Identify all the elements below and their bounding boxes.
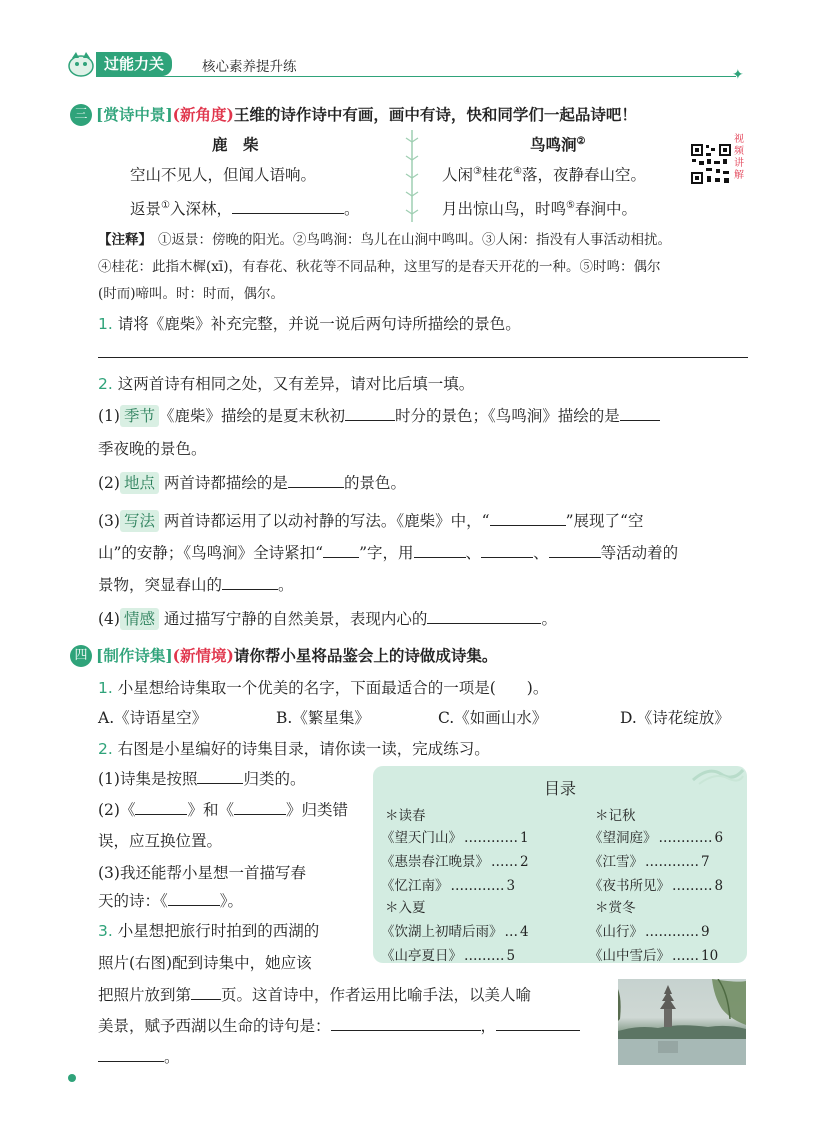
toc-title: 目录 — [543, 779, 576, 798]
s4-q2-num: 2. — [98, 740, 113, 758]
s4-s3: (3)我还能帮小星想一首描写春 — [98, 864, 306, 882]
note-marker-2: ② — [576, 135, 586, 147]
s4-q3-c: 把照片放到第 — [98, 986, 192, 1004]
s4-q1-text: 小星想给诗集取一个优美的名字，下面最适合的一项是( )。 — [117, 679, 549, 697]
toc-entry[interactable] — [589, 920, 710, 940]
toc-autumn: ＊记秋 — [595, 808, 636, 824]
toc-entry-name: 《江雪》 — [589, 854, 643, 870]
poem2-l2b: 春涧中。 — [574, 200, 637, 218]
s4-s2-blank2[interactable] — [234, 799, 286, 815]
poem2-l1a: 人闲 — [442, 166, 474, 184]
poem1-line2 — [130, 197, 360, 219]
s3-p3-blank5[interactable] — [549, 542, 601, 558]
footer-dot — [68, 1074, 76, 1082]
section4-number: 四 — [70, 645, 92, 667]
s3-p4-blank[interactable] — [427, 608, 541, 624]
poem2-l2a: 月出惊山鸟，时鸣 — [442, 200, 567, 218]
star-icon: ✦ — [732, 67, 744, 83]
west-lake-photo — [618, 979, 746, 1065]
s3-p4-b: 。 — [541, 610, 557, 628]
section3-number: 三 — [70, 104, 92, 126]
toc-entry-dots: …… — [672, 948, 699, 964]
s3-p2-b: 的景色。 — [343, 474, 406, 492]
divider-plant-icon — [404, 130, 420, 222]
s3-p3-d: ”字，用 — [359, 544, 414, 562]
s4-s1-a: (1)诗集是按照 — [98, 770, 198, 788]
s3-q1-num: 1. — [98, 315, 113, 333]
header-badge: 过能力关 — [96, 52, 172, 76]
s3-q2 — [98, 372, 474, 394]
poem1-line2-a: 返景 — [130, 200, 162, 218]
toc-entry-name: 《山中雪后》 — [589, 948, 670, 964]
s3-p4 — [98, 607, 557, 630]
s4-s2-blank1[interactable] — [135, 799, 187, 815]
section3-intro: 王维的诗作诗中有画，画中有诗，快和同学们一起品诗吧！ — [233, 105, 637, 124]
notes-line3: (时而)啼叫。时：时而，偶尔。 — [98, 286, 285, 302]
toc-entry-name: 《夜书所见》 — [589, 878, 670, 894]
toc-entry[interactable] — [589, 944, 718, 964]
option-a[interactable]: A.《诗语星空》 — [98, 709, 208, 727]
poem2-line1 — [442, 163, 646, 185]
s3-p1-num: (1) — [98, 407, 120, 425]
toc-decoration-icon — [691, 762, 745, 786]
s3-p1-a: 《鹿柴》描绘的是夏末秋初 — [158, 407, 345, 425]
s4-s1 — [98, 767, 305, 789]
s3-p1 — [98, 404, 660, 427]
toc-panel — [373, 766, 747, 963]
toc-entry[interactable] — [589, 850, 710, 870]
toc-entry-page: 8 — [714, 878, 724, 894]
s4-s2 — [98, 798, 348, 820]
place-tag: 地点 — [120, 472, 159, 494]
toc-entry-page: 7 — [701, 854, 710, 870]
s4-s3-c: 》。 — [219, 892, 244, 910]
s3-q2-num: 2. — [98, 375, 113, 393]
toc-entry-name: 《惠崇春江晚景》 — [381, 854, 489, 870]
qr-label: 视频讲解 — [734, 134, 744, 181]
toc-entry[interactable] — [381, 850, 529, 870]
s3-q2-text: 这两首诗有相同之处，又有差异，请对比后填一填。 — [117, 375, 475, 393]
s4-s2-cont: 误，应互换位置。 — [98, 832, 223, 850]
toc-summer: ＊入夏 — [385, 900, 426, 916]
mascot-icon — [66, 50, 96, 78]
s3-p3-blank6[interactable] — [222, 574, 278, 590]
s4-q3-line4 — [98, 1014, 580, 1036]
s4-q3-e: 美景，赋予西湖以生命的诗句是： — [98, 1017, 331, 1035]
note-marker-4: ④ — [513, 165, 522, 177]
toc-entry-dots: ………… — [645, 854, 699, 870]
poem1-title: 鹿 柴 — [212, 135, 259, 154]
s3-p2-blank[interactable] — [288, 472, 344, 488]
s4-q1-num: 1. — [98, 679, 113, 697]
s3-p3-g: 。 — [278, 576, 294, 594]
toc-entry-name: 《望天门山》 — [381, 830, 462, 846]
note-marker-5: ⑤ — [566, 199, 575, 211]
s4-q3-blank3[interactable] — [496, 1015, 580, 1031]
s3-p2-num: (2) — [98, 474, 120, 492]
header-rule — [96, 76, 736, 77]
toc-spring: ＊读春 — [385, 808, 426, 824]
poem2-line2 — [442, 197, 637, 219]
toc-entry-name: 《饮湖上初晴后雨》 — [381, 924, 503, 940]
s3-p3-f: 景物，突显春山的 — [98, 576, 223, 594]
poem1-line1: 空山不见人，但闻人语响。 — [130, 166, 317, 184]
toc-entry-name: 《山亭夏日》 — [381, 948, 462, 964]
s3-p3-cont2 — [98, 573, 294, 595]
s3-p4-a: 通过描写宁静的自然美景，表现内心的 — [163, 610, 428, 628]
s3-q1-answer-line[interactable] — [98, 357, 748, 358]
toc-entry[interactable] — [381, 826, 529, 846]
toc-entry-name: 《望洞庭》 — [589, 830, 657, 846]
toc-entry[interactable] — [589, 874, 723, 894]
s3-p1-cont: 季夜晚的景色。 — [98, 440, 207, 458]
toc-entry-page: 4 — [520, 924, 529, 940]
s3-p3-blank1[interactable] — [490, 510, 566, 526]
s4-q3-blank4[interactable] — [98, 1046, 164, 1062]
s3-p3-num: (3) — [98, 512, 120, 530]
notes-label: 【注释】 — [98, 232, 152, 248]
s3-p3-blank2[interactable] — [323, 542, 359, 558]
s4-q2 — [98, 737, 490, 759]
s4-s2-a: (2)《 — [98, 801, 136, 819]
section3-angle: (新角度) — [172, 105, 234, 124]
toc-entry-page: 9 — [701, 924, 710, 940]
s4-q3-line5 — [98, 1045, 180, 1067]
qr-code-icon[interactable] — [690, 143, 732, 185]
s4-q2-text: 右图是小星编好的诗集目录，请你读一读，完成练习。 — [117, 740, 490, 758]
s4-s1-b: 归类的。 — [243, 770, 306, 788]
s3-p1-b: 时分的景色；《鸟鸣涧》描绘的是 — [395, 407, 620, 425]
method-tag: 写法 — [120, 510, 159, 532]
toc-entry-page: 6 — [714, 830, 724, 846]
s4-q3-f: ， — [480, 1017, 497, 1035]
s3-p1-blank1[interactable] — [345, 405, 395, 421]
s3-p3-b: ”展现了“空 — [565, 512, 644, 530]
s3-p3-sep1: 、 — [465, 544, 482, 562]
notes-text-1: ①返景：傍晚的阳光。②鸟鸣涧：鸟儿在山涧中鸣叫。③人闲：指没有人事活动相扰。 — [158, 232, 671, 248]
note-marker-1: ① — [161, 199, 170, 211]
option-b[interactable]: B.《繁星集》 — [276, 709, 370, 727]
s3-p3-a: 两首诗都运用了以动衬静的写法。《鹿柴》中，“ — [163, 512, 490, 530]
s4-s2-c: 》归类错 — [285, 801, 348, 819]
toc-entry[interactable] — [381, 874, 515, 894]
toc-entry-dots: … — [504, 924, 518, 940]
section4-angle: (新情境) — [172, 646, 234, 665]
s3-p3-c: 山”的安静；《鸟鸣涧》全诗紧扣“ — [98, 544, 324, 562]
toc-entry-dots: …… — [491, 854, 518, 870]
s4-q3-blank1[interactable] — [191, 984, 221, 1000]
toc-entry-name: 《山行》 — [589, 924, 643, 940]
s3-q1 — [98, 312, 521, 334]
section4-intro: 请你帮小星将品鉴会上的诗做成诗集。 — [233, 646, 498, 665]
s4-q3-blank2[interactable] — [331, 1015, 481, 1031]
toc-entry-page: 3 — [506, 878, 516, 894]
toc-winter: ＊赏冬 — [595, 900, 636, 916]
s4-s1-blank[interactable] — [197, 768, 243, 784]
toc-entry-name: 《忆江南》 — [381, 878, 449, 894]
poem2-l1c: 落，夜静春山空。 — [521, 166, 646, 184]
poem1-blank[interactable] — [232, 198, 344, 214]
s4-q3 — [98, 919, 319, 941]
s4-q3-num: 3. — [98, 922, 113, 940]
s3-p1-blank2[interactable] — [620, 405, 660, 421]
poem2-title — [530, 133, 585, 155]
option-c[interactable]: C.《如画山水》 — [438, 709, 548, 727]
toc-entry-dots: ……… — [672, 878, 713, 894]
s3-p2 — [98, 471, 406, 494]
toc-entry-page: 1 — [520, 830, 529, 846]
season-tag: 季节 — [120, 405, 159, 427]
s3-p3-sep2: 、 — [533, 544, 549, 562]
toc-entry-page: 5 — [506, 948, 516, 964]
s4-q3-a: 小星想把旅行时拍到的西湖的 — [117, 922, 320, 940]
notes-line2: ④桂花：此指木樨(xī)，有春花、秋花等不同品种，这里写的是春天开花的一种。⑤时鸣：偶尔 — [98, 259, 661, 275]
toc-entry[interactable] — [589, 826, 723, 846]
s3-p2-a: 两首诗都描绘的是 — [163, 474, 288, 492]
emotion-tag: 情感 — [120, 608, 159, 630]
section3-tag: [赏诗中景] — [96, 105, 173, 124]
s4-q3-d: 页。这首诗中，作者运用比喻手法，以美人喻 — [221, 986, 532, 1004]
s4-s3-cont — [98, 889, 243, 911]
note-marker-3: ③ — [473, 165, 482, 177]
toc-entry-dots: ……… — [464, 948, 505, 964]
option-d[interactable]: D.《诗花绽放》 — [620, 709, 730, 727]
toc-entry[interactable] — [381, 944, 515, 964]
section4-heading — [96, 644, 497, 666]
header-subtitle: 核心素养提升练 — [202, 59, 297, 75]
s3-p4-num: (4) — [98, 610, 120, 628]
s4-s2-b: 》和《 — [187, 801, 234, 819]
section3-heading — [96, 103, 637, 125]
s3-p3 — [98, 509, 643, 532]
toc-entry-dots: ………… — [464, 830, 518, 846]
toc-entry-page: 2 — [520, 854, 529, 870]
poem2-l1b: 桂花 — [481, 166, 513, 184]
s3-q1-text: 请将《鹿柴》补充完整，并说一说后两句诗所描绘的景色。 — [117, 315, 521, 333]
s3-p3-cont — [98, 541, 678, 563]
poem2-title-text: 鸟鸣涧 — [530, 135, 577, 154]
s3-p3-e: 等活动着的 — [600, 544, 679, 562]
toc-entry-dots: ………… — [450, 878, 505, 894]
s4-q3-line2: 照片(右图)配到诗集中，她应该 — [98, 954, 312, 972]
s4-q1 — [98, 676, 548, 698]
toc-entry-page: 10 — [701, 948, 719, 964]
toc-entry[interactable] — [381, 920, 529, 940]
toc-entry-dots: ………… — [645, 924, 699, 940]
toc-entry-dots: ………… — [658, 830, 713, 846]
s4-q3-line3 — [98, 983, 531, 1005]
poem1-end: 。 — [344, 200, 360, 218]
s4-s3-b: 天的诗：《 — [98, 892, 168, 910]
header-bar — [62, 50, 752, 83]
section4-tag: [制作诗集] — [96, 646, 173, 665]
poem1-line2-b: 入深林， — [169, 200, 232, 218]
s3-p3-blank3[interactable] — [414, 542, 466, 558]
s3-p3-blank4[interactable] — [481, 542, 533, 558]
notes-line1 — [98, 228, 671, 248]
s4-q3-g: 。 — [164, 1048, 180, 1066]
s4-s3-blank[interactable] — [168, 890, 220, 906]
